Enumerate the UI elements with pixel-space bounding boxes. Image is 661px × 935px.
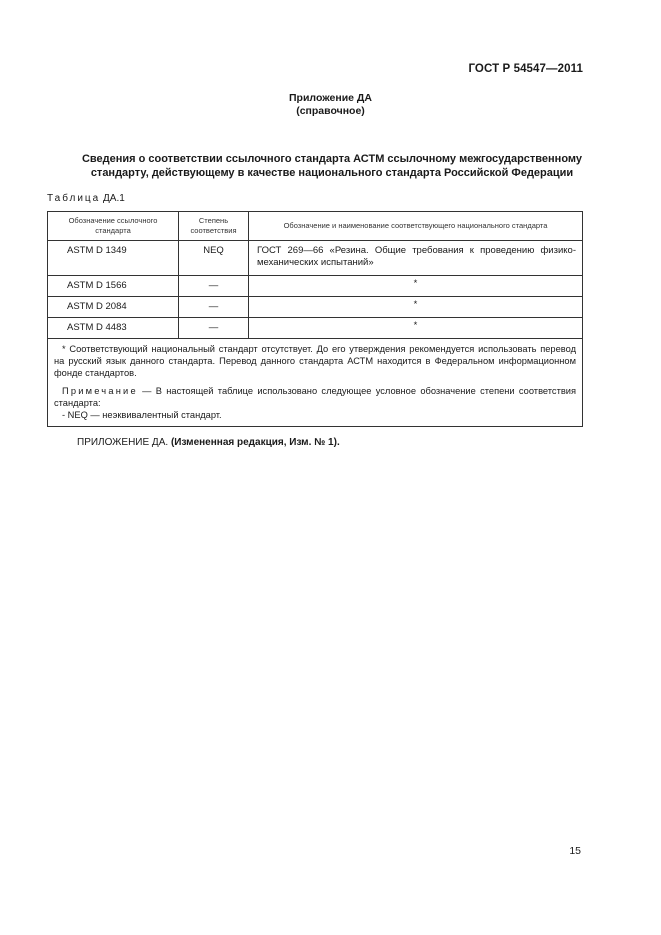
cell-degree: — bbox=[179, 276, 249, 297]
page-number: 15 bbox=[569, 845, 581, 857]
cell-name: ГОСТ 269—66 «Резина. Общие требования к проведению физико-механических испытаний» bbox=[249, 241, 583, 276]
cell-code: ASTM D 1349 bbox=[48, 241, 179, 276]
appendix-subtitle: (справочное) bbox=[296, 105, 365, 117]
section-title bbox=[48, 153, 616, 180]
cell-code: ASTM D 4483 bbox=[48, 318, 179, 339]
cell-degree: NEQ bbox=[179, 241, 249, 276]
appendix-heading bbox=[0, 92, 661, 118]
note-list-item: - NEQ — неэквивалентный стандарт. bbox=[62, 410, 222, 420]
header-reference-standard: Обозначение ссылочного стандарта bbox=[48, 212, 179, 241]
section-title-line-1: Сведения о соответствии ссылочного стандарта АСТМ ссылочному межгосударственному bbox=[81, 153, 583, 165]
cell-degree: — bbox=[179, 318, 249, 339]
table-row bbox=[48, 318, 583, 339]
cell-degree: — bbox=[179, 297, 249, 318]
change-note bbox=[77, 437, 340, 448]
cell-code: ASTM D 2084 bbox=[48, 297, 179, 318]
table-header-row bbox=[48, 212, 583, 241]
cell-name: * bbox=[249, 318, 583, 339]
appendix-title: Приложение ДА bbox=[289, 92, 372, 104]
cell-name: * bbox=[249, 276, 583, 297]
table-caption-word: Таблица bbox=[47, 193, 101, 204]
table-row bbox=[48, 276, 583, 297]
change-note-prefix: ПРИЛОЖЕНИЕ ДА. bbox=[77, 437, 169, 448]
note-text: — В настоящей таблице использовано следующее условное обозначение степени соответствия стандарта: bbox=[54, 386, 576, 408]
table-caption-number: ДА.1 bbox=[103, 193, 125, 204]
header-national-standard: Обозначение и наименование соответствующего национального стандарта bbox=[249, 212, 583, 241]
table-footnote: * Соответствующий национальный стандарт отсутствует. До его утверждения рекомендуется использовать перевод на русский язык данного стандарта. Перевод данного стандарта АСТМ находится в Федеральном информационном фонде стандартов. bbox=[54, 344, 576, 378]
table-row bbox=[48, 241, 583, 276]
table-notes-row bbox=[48, 339, 583, 427]
document-code: ГОСТ Р 54547—2011 bbox=[468, 63, 583, 75]
table-row bbox=[48, 297, 583, 318]
section-title-line-2: стандарту, действующему в качестве национального стандарта Российской Федерации bbox=[90, 166, 574, 179]
table-caption bbox=[47, 193, 125, 204]
note-keyword: Примечание bbox=[62, 386, 138, 396]
table-notes bbox=[48, 339, 583, 427]
correspondence-table bbox=[47, 211, 583, 427]
header-degree: Степень соответствия bbox=[179, 212, 249, 241]
cell-name: * bbox=[249, 297, 583, 318]
cell-code: ASTM D 1566 bbox=[48, 276, 179, 297]
table-note bbox=[54, 385, 576, 409]
change-note-bold: (Измененная редакция, Изм. № 1). bbox=[170, 437, 340, 448]
